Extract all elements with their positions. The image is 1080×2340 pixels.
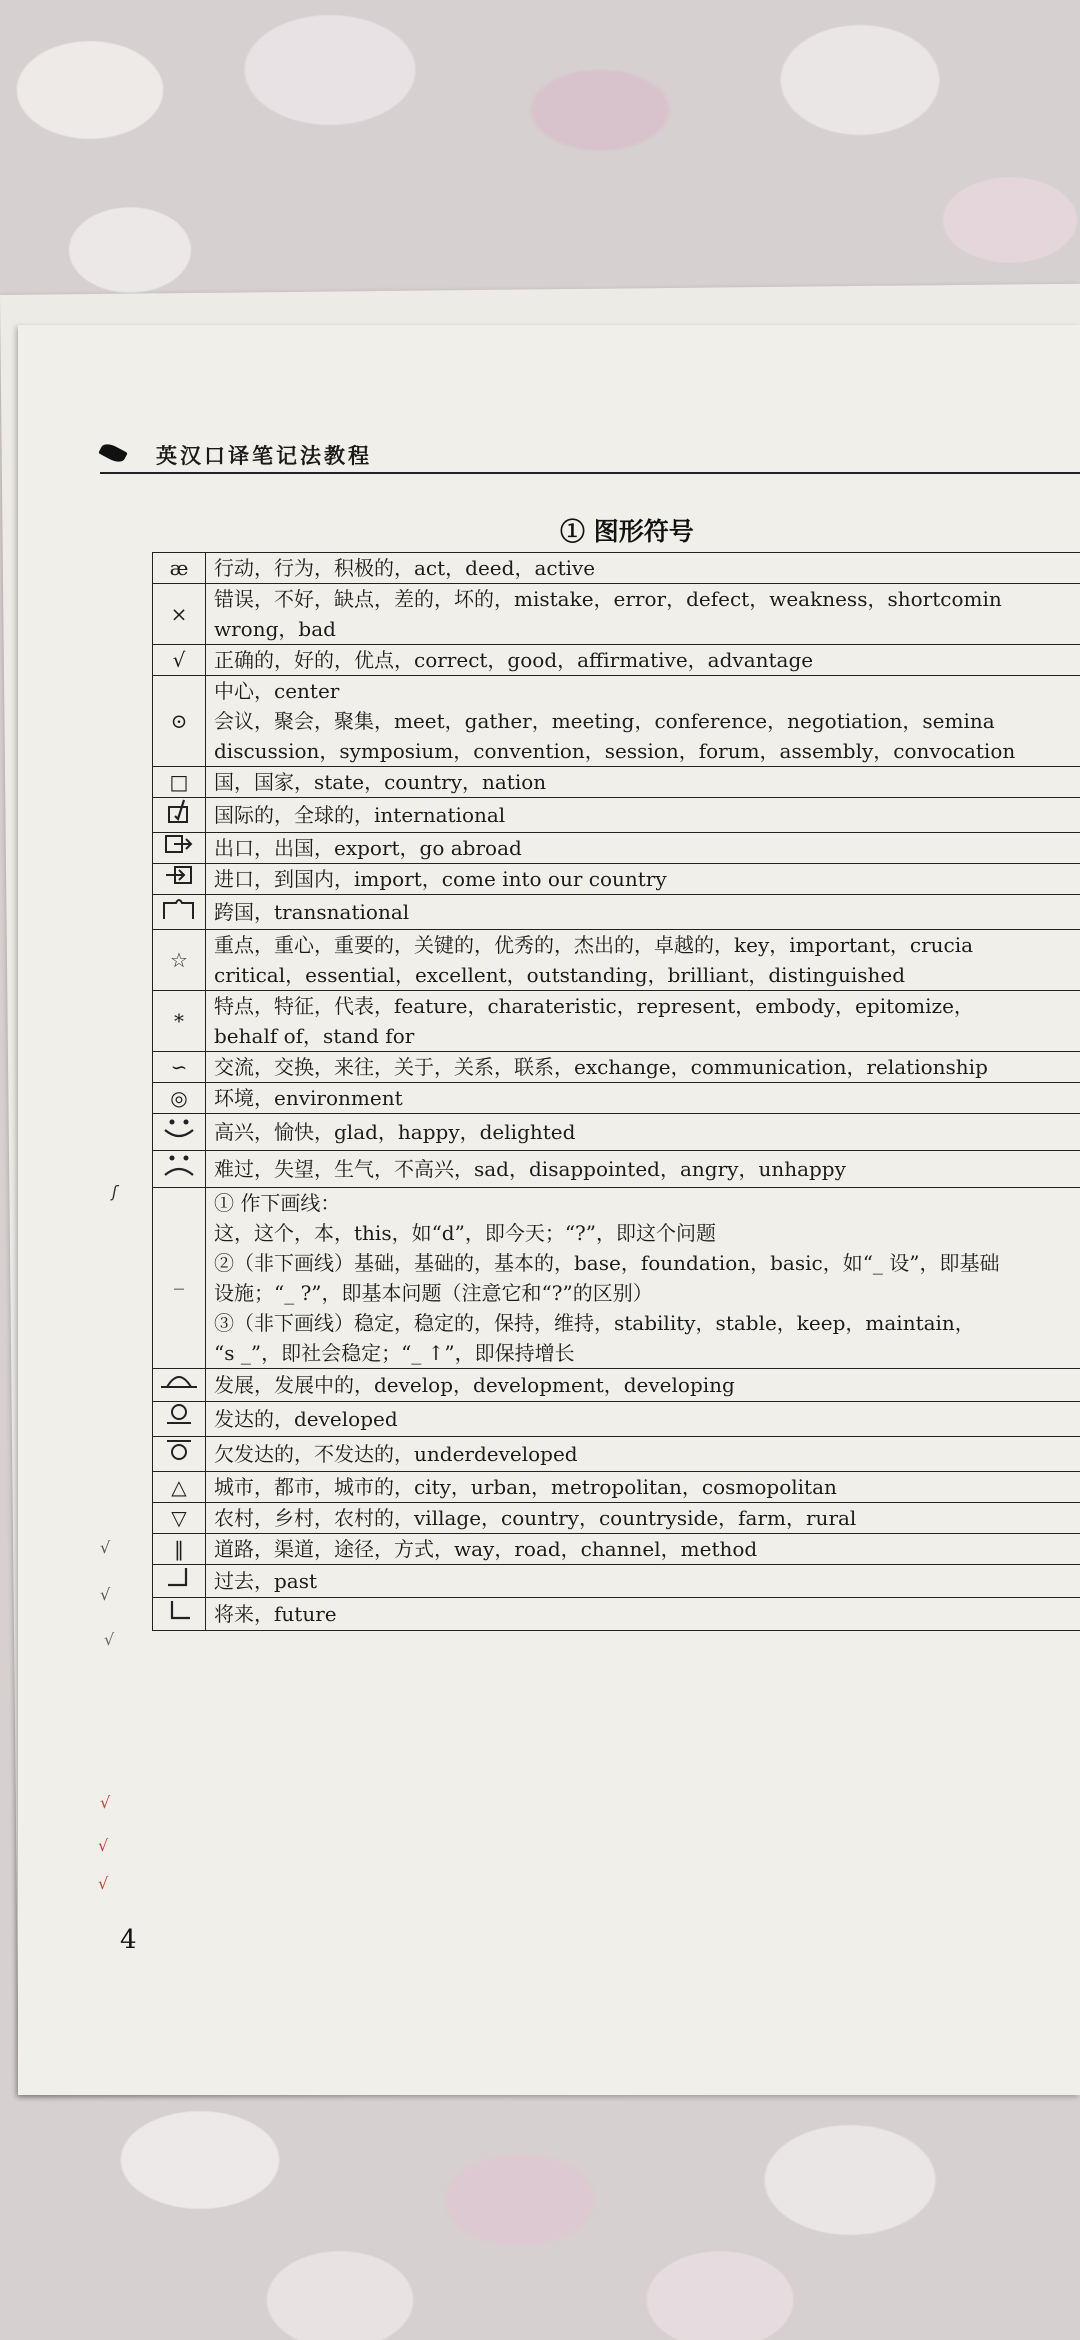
description-line: 特点，特征，代表，feature，charateristic，represent，embody，epitomize， [214, 994, 974, 1018]
description-line: discussion，symposium，convention，session，forum，assembly，convocation [214, 739, 1016, 763]
dotted-circle-symbol: ⊙ [153, 676, 206, 767]
description-line: ① 作下画线： [214, 1191, 341, 1215]
description-line: 农村，乡村，农村的，village，country，countryside，farm，rural [214, 1506, 857, 1530]
description-line: 进口，到国内，import，come into our country [214, 867, 667, 891]
description-line: 国际的，全球的，international [214, 803, 506, 827]
wave-symbol: ∽ [153, 1052, 206, 1083]
symbol-description [206, 645, 1080, 676]
symbol-row [153, 1151, 1080, 1188]
symbol-row [153, 676, 1080, 767]
symbol-row [153, 895, 1080, 930]
description-line: wrong，bad [214, 617, 336, 641]
symbol-row [153, 767, 1080, 798]
underline-symbol: _ [153, 1188, 206, 1369]
margin-check: √ [104, 1630, 115, 1649]
bridge-squares-icon [153, 895, 206, 930]
margin-check-red: √ [98, 1836, 109, 1855]
check-symbol: √ [153, 645, 206, 676]
margin-check: √ [100, 1538, 111, 1557]
symbol-row [153, 798, 1080, 833]
running-header [100, 432, 1080, 474]
symbol-description [206, 1052, 1080, 1083]
description-line: 发达的，developed [214, 1407, 398, 1431]
symbol-row [153, 864, 1080, 895]
description-line: 高兴，愉快，glad，happy，delighted [214, 1120, 576, 1144]
description-line: 正确的，好的，优点，correct，good，affirmative，advantage [214, 648, 814, 672]
triangle-up-symbol: △ [153, 1472, 206, 1503]
symbol-description [206, 895, 1080, 930]
symbol-row [153, 1565, 1080, 1598]
description-line: 中心，center [214, 679, 340, 703]
description-line: 城市，都市，城市的，city，urban，metropolitan，cosmopolitan [214, 1475, 837, 1499]
margin-check-red: √ [100, 1793, 111, 1812]
symbol-row [153, 1114, 1080, 1151]
description-line: 交流，交换，来往，关于，关系，联系，exchange，communication，relationship [214, 1055, 988, 1079]
description-line: 这，这个，本，this，如“d”，即今天；“?”，即这个问题 [214, 1221, 717, 1245]
symbol-description [206, 1472, 1080, 1503]
description-line: behalf of，stand for [214, 1024, 415, 1048]
symbol-row [153, 584, 1080, 645]
symbol-row [153, 1534, 1080, 1565]
circle-under-line-icon [153, 1437, 206, 1472]
circle-on-line-icon [153, 1402, 206, 1437]
description-line: 难过，失望，生气，不高兴，sad，disappointed，angry，unhappy [214, 1157, 846, 1181]
symbol-description [206, 1503, 1080, 1534]
description-line: 道路，渠道，途径，方式，way，road，channel，method [214, 1537, 758, 1561]
description-line: 将来，future [214, 1602, 337, 1626]
symbol-description [206, 930, 1080, 991]
symbol-description [206, 1083, 1080, 1114]
description-line: 会议，聚会，聚集，meet，gather，meeting，conference，negotiation，semina [214, 709, 995, 733]
square-arrow-out-icon [153, 833, 206, 864]
past-corner-icon [153, 1565, 206, 1598]
double-bar-symbol: ‖ [153, 1534, 206, 1565]
ae-symbol: æ [153, 553, 206, 584]
symbol-description [206, 1534, 1080, 1565]
description-line: 重点，重心，重要的，关键的，优秀的，杰出的，卓越的，key，important，crucia [214, 933, 974, 957]
triangle-down-symbol: ▽ [153, 1503, 206, 1534]
margin-mark: ʃ [112, 1182, 118, 1201]
symbol-description [206, 1188, 1080, 1369]
symbol-description [206, 767, 1080, 798]
symbol-description [206, 1402, 1080, 1437]
symbol-description [206, 991, 1080, 1052]
description-line: 过去，past [214, 1569, 318, 1593]
symbol-row [153, 645, 1080, 676]
square-with-tick-icon [153, 798, 206, 833]
margin-check: √ [100, 1585, 111, 1604]
pen-nib-icon [98, 441, 128, 466]
description-line: 国，国家，state，country，nation [214, 770, 547, 794]
description-line: 跨国，transnational [214, 900, 410, 924]
description-line: ②（非下画线）基础，基础的，基本的，base，foundation，basic，如“_ 设”，即基础 [214, 1251, 1000, 1275]
square-symbol: □ [153, 767, 206, 798]
symbol-row [153, 1188, 1080, 1369]
symbol-description [206, 1437, 1080, 1472]
symbol-description [206, 1114, 1080, 1151]
description-line: 发展，发展中的，develop，development，developing [214, 1373, 735, 1397]
cross-symbol: × [153, 584, 206, 645]
description-line: critical，essential，excellent，outstanding，brilliant，distinguished [214, 963, 906, 987]
symbol-description [206, 833, 1080, 864]
symbol-description [206, 1598, 1080, 1631]
symbol-row [153, 991, 1080, 1052]
description-line: 错误，不好，缺点，差的，坏的，mistake，error，defect，weakness，shortcomin [214, 587, 1002, 611]
description-line: “s _”，即社会稳定；“_ ↑”，即保持增长 [214, 1341, 575, 1365]
double-circle-symbol: ◎ [153, 1083, 206, 1114]
symbol-description [206, 798, 1080, 833]
symbol-row [153, 1437, 1080, 1472]
arch-line-icon [153, 1369, 206, 1402]
symbol-row [153, 1369, 1080, 1402]
symbol-row [153, 1402, 1080, 1437]
description-line: 环境，environment [214, 1086, 403, 1110]
symbol-description [206, 584, 1080, 645]
symbol-description [206, 1565, 1080, 1598]
symbol-row [153, 1052, 1080, 1083]
star-symbol: ☆ [153, 930, 206, 991]
symbol-row [153, 553, 1080, 584]
symbol-row [153, 833, 1080, 864]
symbol-description [206, 676, 1080, 767]
description-line: ③（非下画线）稳定，稳定的，保持，维持，stability，stable，keep，maintain， [214, 1311, 975, 1335]
symbol-row [153, 930, 1080, 991]
symbol-description [206, 1369, 1080, 1402]
symbol-description [206, 864, 1080, 895]
description-line: 设施；“_ ?”，即基本问题（注意它和“?”的区别） [214, 1281, 653, 1305]
description-line: 行动，行为，积极的，act，deed，active [214, 556, 596, 580]
symbol-row [153, 1472, 1080, 1503]
margin-check-red: √ [98, 1874, 109, 1893]
symbol-table [152, 552, 1080, 1631]
future-corner-icon [153, 1598, 206, 1631]
book-title: 英汉口译笔记法教程 [156, 443, 372, 468]
smile-face-icon [153, 1114, 206, 1151]
square-arrow-in-icon [153, 864, 206, 895]
description-line: 出口，出国，export，go abroad [214, 836, 522, 860]
asterisk-symbol: * [153, 991, 206, 1052]
symbol-row [153, 1503, 1080, 1534]
page-number: 4 [120, 1925, 137, 1955]
symbol-row [153, 1598, 1080, 1631]
section-title: ① 图形符号 [560, 517, 694, 546]
symbol-description [206, 553, 1080, 584]
sad-face-icon [153, 1151, 206, 1188]
description-line: 欠发达的，不发达的，underdeveloped [214, 1442, 578, 1466]
symbol-description [206, 1151, 1080, 1188]
symbol-row [153, 1083, 1080, 1114]
